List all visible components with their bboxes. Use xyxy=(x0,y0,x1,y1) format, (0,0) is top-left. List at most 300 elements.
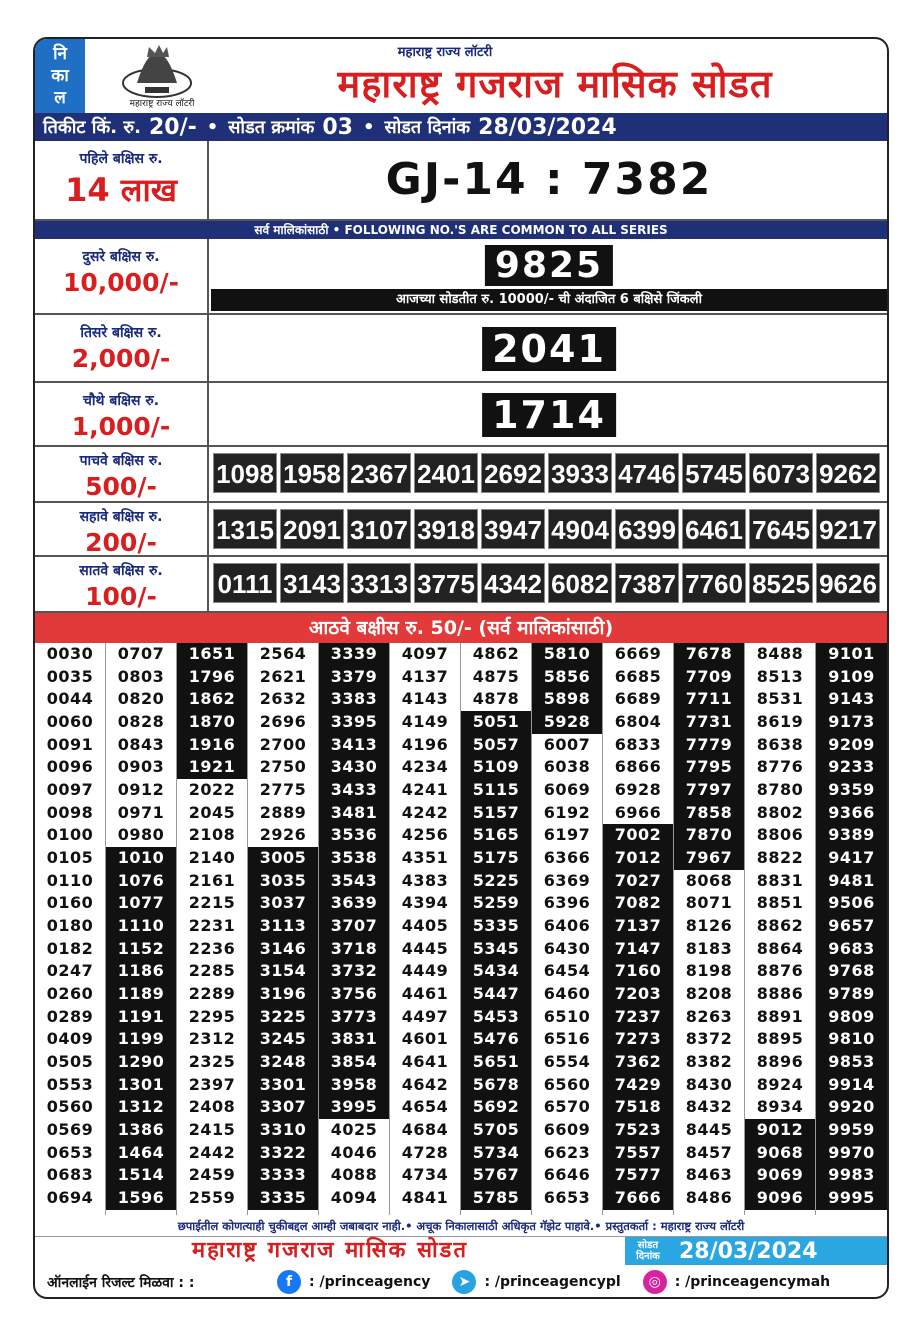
eighth-prize-number: 2312 xyxy=(188,1029,236,1049)
eighth-prize-number: 9233 xyxy=(816,756,887,779)
page-title: महाराष्ट्र गजराज मासिक सोडत xyxy=(337,62,773,106)
prize-number-box: 1958 xyxy=(280,453,344,493)
eighth-prize-number: 9366 xyxy=(816,802,887,825)
eighth-prize-number: 8531 xyxy=(756,689,804,709)
eighth-prize-number: 8776 xyxy=(756,757,804,777)
prize-number-box: 9626 xyxy=(816,563,880,603)
eighth-prize-number: 5157 xyxy=(461,802,531,825)
eighth-prize-number: 1152 xyxy=(106,938,176,961)
eighth-prize-number: 1386 xyxy=(106,1119,176,1142)
prize-number-box: 7760 xyxy=(682,563,746,603)
draw-info-bar xyxy=(35,113,887,141)
eighth-prize-number: 5115 xyxy=(461,779,531,802)
eighth-prize-number: 3322 xyxy=(248,1142,318,1165)
eighth-prize-number: 7027 xyxy=(603,870,673,893)
prize-number-box: 7387 xyxy=(615,563,679,603)
eighth-prize-number: 1921 xyxy=(177,756,247,779)
eighth-prize-number: 7795 xyxy=(674,756,744,779)
prize-number-box: 6461 xyxy=(682,509,746,549)
eighth-prize-number: 0683 xyxy=(46,1165,94,1185)
prize-number-box: 3775 xyxy=(414,563,478,603)
eighth-prize-number: 2415 xyxy=(188,1120,236,1140)
eighth-prize-number: 7858 xyxy=(674,802,744,825)
prize-number-box: 6073 xyxy=(749,453,813,493)
sixth-prize-amount: 200/- xyxy=(85,528,157,557)
eighth-prize-number: 1290 xyxy=(106,1051,176,1074)
eighth-prize-number: 1199 xyxy=(106,1028,176,1051)
prize-number-box: 3918 xyxy=(414,509,478,549)
eighth-prize-number: 5345 xyxy=(461,938,531,961)
sixth-prize-label-cell xyxy=(35,503,209,555)
eighth-prize-number: 3536 xyxy=(319,824,389,847)
eighth-prize-number: 6833 xyxy=(614,734,662,754)
eighth-prize-number: 4601 xyxy=(401,1029,449,1049)
eighth-prize-number: 4383 xyxy=(401,870,449,890)
eighth-prize-number: 8864 xyxy=(756,938,804,958)
eighth-prize-column xyxy=(603,643,674,1215)
second-prize-amount: 10,000/- xyxy=(63,268,179,297)
eighth-prize-number: 8896 xyxy=(756,1052,804,1072)
separator-dot: • xyxy=(362,116,375,138)
eighth-prize-number: 0912 xyxy=(117,780,165,800)
eighth-prize-number: 6653 xyxy=(543,1188,591,1208)
eighth-prize-number: 3245 xyxy=(248,1028,318,1051)
result-badge xyxy=(35,39,85,113)
eighth-prize-column xyxy=(248,643,319,1215)
prize-number-box: 2692 xyxy=(481,453,545,493)
eighth-prize-number: 3831 xyxy=(319,1028,389,1051)
eighth-prize-number: 6454 xyxy=(543,961,591,981)
eighth-prize-number: 3543 xyxy=(319,870,389,893)
footer-date-label xyxy=(625,1240,671,1262)
sixth-prize-label: सहावे बक्षिस रु. xyxy=(79,509,163,525)
eighth-prize-number: 3639 xyxy=(319,892,389,915)
eighth-prize-number: 3005 xyxy=(248,847,318,870)
header xyxy=(35,39,887,113)
eighth-prize-number: 4445 xyxy=(401,938,449,958)
eighth-prize-number: 4143 xyxy=(401,689,449,709)
draw-date: 28/03/2024 xyxy=(478,114,617,140)
eighth-prize-column xyxy=(390,643,461,1215)
common-series-note: सर्व मालिकांसाठी • FOLLOWING NO.'S ARE COMMON TO ALL SERIES xyxy=(35,221,887,239)
eighth-prize-number: 2775 xyxy=(259,780,307,800)
eighth-prize-number: 9096 xyxy=(745,1187,815,1210)
eighth-prize-number: 9768 xyxy=(816,960,887,983)
eighth-prize-number: 4875 xyxy=(472,666,520,686)
eighth-prize-number: 3854 xyxy=(319,1051,389,1074)
eighth-prize-number: 6192 xyxy=(543,802,591,822)
eighth-prize-number: 2285 xyxy=(188,961,236,981)
eighth-prize-number: 6669 xyxy=(614,644,662,663)
first-prize-content xyxy=(211,141,887,219)
eighth-prize-number: 2161 xyxy=(188,870,236,890)
eighth-prize-number: 3196 xyxy=(248,983,318,1006)
eighth-prize-number: 8432 xyxy=(685,1097,733,1117)
eighth-prize-number: 2700 xyxy=(259,734,307,754)
eighth-prize-number: 0097 xyxy=(46,780,94,800)
prize-number-box: 1098 xyxy=(213,453,277,493)
eighth-prize-number: 7002 xyxy=(603,824,673,847)
eighth-prize-number: 4734 xyxy=(401,1165,449,1185)
eighth-prize-number: 2022 xyxy=(188,780,236,800)
eighth-prize-number: 3773 xyxy=(319,1006,389,1029)
eighth-prize-column xyxy=(35,643,106,1215)
eighth-prize-number: 4461 xyxy=(401,984,449,1004)
eighth-prize-number: 3707 xyxy=(319,915,389,938)
eighth-prize-column xyxy=(816,643,887,1215)
draw-number-label: सोडत क्रमांक xyxy=(228,117,315,138)
eighth-prize-number: 2750 xyxy=(259,757,307,777)
telegram-link[interactable] xyxy=(452,1270,620,1294)
eighth-prize-number: 7678 xyxy=(674,643,744,666)
eighth-prize-number: 6007 xyxy=(543,734,591,754)
eighth-prize-number: 9068 xyxy=(745,1142,815,1165)
eighth-prize-number: 9809 xyxy=(816,1006,887,1029)
eighth-prize-number: 5109 xyxy=(461,756,531,779)
second-prize-note: आजच्या सोडतीत रु. 10000/- ची अंदाजित 6 बक्षिसे जिंकली xyxy=(211,289,887,311)
eighth-prize-number: 7518 xyxy=(603,1096,673,1119)
third-prize-content xyxy=(211,315,887,381)
eighth-prize-number: 8198 xyxy=(685,961,733,981)
eighth-prize-number: 2236 xyxy=(188,938,236,958)
eighth-prize-number: 4137 xyxy=(401,666,449,686)
eighth-prize-number: 2564 xyxy=(259,644,307,663)
eighth-prize-number: 8488 xyxy=(756,644,804,663)
eighth-prize-number: 0828 xyxy=(117,712,165,732)
prize-number-box: 2367 xyxy=(347,453,411,493)
eighth-prize-number: 8183 xyxy=(685,938,733,958)
eighth-prize-number: 8638 xyxy=(756,734,804,754)
eighth-prize-number: 9914 xyxy=(816,1074,887,1097)
eighth-prize-number: 8372 xyxy=(685,1029,733,1049)
eighth-prize-number: 9143 xyxy=(816,688,887,711)
eighth-prize-number: 1796 xyxy=(177,666,247,689)
eighth-prize-number: 8068 xyxy=(685,870,733,890)
fourth-prize-label-cell xyxy=(35,383,209,445)
first-prize-label: पहिले बक्षिस रु. xyxy=(79,151,163,167)
first-prize-number: GJ-14 : 7382 xyxy=(385,154,713,205)
eighth-prize-number: 5767 xyxy=(461,1164,531,1187)
eighth-prize-column xyxy=(177,643,248,1215)
eighth-prize-number: 6197 xyxy=(543,825,591,845)
eighth-prize-number: 0553 xyxy=(46,1074,94,1094)
sixth-prize-row xyxy=(35,503,887,557)
eighth-prize-column xyxy=(461,643,532,1215)
seventh-prize-content xyxy=(211,557,887,611)
third-prize-row xyxy=(35,315,887,383)
eighth-prize-number: 3335 xyxy=(248,1187,318,1210)
eighth-prize-number: 3379 xyxy=(319,666,389,689)
eighth-prize-number: 6804 xyxy=(614,712,662,732)
first-prize-row xyxy=(35,141,887,221)
eighth-prize-number: 2231 xyxy=(188,916,236,936)
eighth-prize-number: 4094 xyxy=(330,1188,378,1208)
eighth-prize-number: 7012 xyxy=(603,847,673,870)
eighth-prize-grid xyxy=(35,643,887,1215)
eighth-prize-number: 9920 xyxy=(816,1096,887,1119)
eighth-prize-number: 8486 xyxy=(685,1188,733,1208)
prize-number-box: 6082 xyxy=(548,563,612,603)
eighth-prize-column xyxy=(532,643,603,1215)
eighth-prize-number: 4025 xyxy=(330,1120,378,1140)
eighth-prize-number: 6396 xyxy=(543,893,591,913)
eighth-prize-number: 1110 xyxy=(106,915,176,938)
eighth-prize-number: 0820 xyxy=(117,689,165,709)
eighth-prize-number: 4862 xyxy=(472,644,520,663)
eighth-prize-number: 8513 xyxy=(756,666,804,686)
eighth-prize-number: 3339 xyxy=(319,643,389,666)
eighth-prize-header: आठवे बक्षीस रु. 50/- (सर्व मालिकांसाठी) xyxy=(35,613,887,643)
eighth-prize-number: 5692 xyxy=(461,1096,531,1119)
fifth-prize-amount: 500/- xyxy=(85,472,157,501)
eighth-prize-number: 5447 xyxy=(461,983,531,1006)
eighth-prize-number: 1186 xyxy=(106,960,176,983)
eighth-prize-column xyxy=(106,643,177,1215)
eighth-prize-number: 0247 xyxy=(46,961,94,981)
eighth-prize-number: 1862 xyxy=(177,688,247,711)
eighth-prize-number: 7082 xyxy=(603,892,673,915)
eighth-prize-number: 8886 xyxy=(756,984,804,1004)
eighth-prize-number: 0707 xyxy=(117,644,165,663)
prize-number-box: 4342 xyxy=(481,563,545,603)
eighth-prize-number: 7523 xyxy=(603,1119,673,1142)
eighth-prize-number: 4242 xyxy=(401,802,449,822)
eighth-prize-number: 0110 xyxy=(46,870,94,890)
eighth-prize-number: 6928 xyxy=(614,780,662,800)
eighth-prize-number: 0803 xyxy=(117,666,165,686)
eighth-prize-number: 6366 xyxy=(543,848,591,868)
prize-number-box: 8525 xyxy=(749,563,813,603)
third-prize-number: 2041 xyxy=(482,327,616,371)
eighth-prize-number: 8891 xyxy=(756,1006,804,1026)
eighth-prize-number: 6038 xyxy=(543,757,591,777)
footer-date: 28/03/2024 xyxy=(679,1238,818,1264)
fifth-prize-label-cell xyxy=(35,447,209,501)
eighth-prize-number: 4394 xyxy=(401,893,449,913)
eighth-prize-number: 7203 xyxy=(603,983,673,1006)
eighth-prize-number: 9789 xyxy=(816,983,887,1006)
eighth-prize-number: 6966 xyxy=(614,802,662,822)
eighth-prize-number: 7273 xyxy=(603,1028,673,1051)
eighth-prize-number: 0044 xyxy=(46,689,94,709)
eighth-prize-number: 6510 xyxy=(543,1006,591,1026)
eighth-prize-number: 5453 xyxy=(461,1006,531,1029)
eighth-prize-number: 5705 xyxy=(461,1119,531,1142)
eighth-prize-number: 6430 xyxy=(543,938,591,958)
eighth-prize-number: 9173 xyxy=(816,711,887,734)
facebook-link[interactable] xyxy=(277,1270,430,1294)
eighth-prize-number: 2632 xyxy=(259,689,307,709)
second-prize-content xyxy=(211,239,887,313)
prize-number-box: 0111 xyxy=(213,563,277,603)
eighth-prize-number: 2325 xyxy=(188,1052,236,1072)
eighth-prize-number: 0653 xyxy=(46,1142,94,1162)
draw-number: 03 xyxy=(322,114,353,140)
eighth-prize-number: 3301 xyxy=(248,1074,318,1097)
prize-number-box: 3313 xyxy=(347,563,411,603)
seventh-prize-label: सातवे बक्षिस रु. xyxy=(79,563,163,579)
eighth-prize-number: 5225 xyxy=(461,870,531,893)
eighth-prize-number: 3430 xyxy=(319,756,389,779)
eighth-prize-number: 7779 xyxy=(674,734,744,757)
eighth-prize-number: 2289 xyxy=(188,984,236,1004)
eighth-prize-number: 6623 xyxy=(543,1142,591,1162)
eighth-prize-number: 3383 xyxy=(319,688,389,711)
fourth-prize-row xyxy=(35,383,887,447)
eighth-prize-number: 6069 xyxy=(543,780,591,800)
eighth-prize-number: 6866 xyxy=(614,757,662,777)
prize-number-box: 7645 xyxy=(749,509,813,549)
sixth-prize-numbers xyxy=(213,509,880,549)
logo-caption: महाराष्ट्र राज्य लॉटरी xyxy=(129,99,195,109)
eighth-prize-number: 2140 xyxy=(188,848,236,868)
eighth-prize-number: 5259 xyxy=(461,892,531,915)
instagram-link[interactable] xyxy=(643,1270,830,1294)
eighth-prize-number: 0569 xyxy=(46,1120,94,1140)
facebook-handle: : /princeagency xyxy=(309,1274,431,1290)
eighth-prize-number: 4642 xyxy=(401,1074,449,1094)
eighth-prize-number: 4841 xyxy=(401,1188,449,1208)
eighth-prize-number: 4728 xyxy=(401,1142,449,1162)
eighth-prize-number: 3310 xyxy=(248,1119,318,1142)
eighth-prize-number: 5810 xyxy=(532,643,602,666)
eighth-prize-number: 9012 xyxy=(745,1119,815,1142)
eighth-prize-number: 0560 xyxy=(46,1097,94,1117)
eighth-prize-number: 4405 xyxy=(401,916,449,936)
prize-number-box: 3107 xyxy=(347,509,411,549)
eighth-prize-number: 7362 xyxy=(603,1051,673,1074)
eighth-prize-column xyxy=(745,643,816,1215)
eighth-prize-number: 8924 xyxy=(756,1074,804,1094)
third-prize-label-cell xyxy=(35,315,209,381)
eighth-prize-number: 8806 xyxy=(756,825,804,845)
eighth-prize-number: 2397 xyxy=(188,1074,236,1094)
eighth-prize-number: 9657 xyxy=(816,915,887,938)
seventh-prize-numbers xyxy=(213,563,880,603)
prize-number-box: 2401 xyxy=(414,453,478,493)
eighth-prize-number: 3146 xyxy=(248,938,318,961)
eighth-prize-number: 2621 xyxy=(259,666,307,686)
lottery-result-sheet xyxy=(33,37,889,1299)
eighth-prize-number: 8831 xyxy=(756,870,804,890)
prize-number-box: 4904 xyxy=(548,509,612,549)
first-prize-amount: 14 लाख xyxy=(65,171,177,209)
eighth-prize-number: 1651 xyxy=(177,643,247,666)
eighth-prize-number: 0980 xyxy=(117,825,165,845)
eighth-prize-number: 7709 xyxy=(674,666,744,689)
eighth-prize-number: 8851 xyxy=(756,893,804,913)
eighth-prize-number: 0182 xyxy=(46,938,94,958)
eighth-prize-number: 0035 xyxy=(46,666,94,686)
eighth-prize-number: 3413 xyxy=(319,734,389,757)
eighth-prize-number: 8430 xyxy=(685,1074,733,1094)
eighth-prize-number: 8382 xyxy=(685,1052,733,1072)
eighth-prize-number: 0971 xyxy=(117,802,165,822)
fifth-prize-numbers xyxy=(213,453,880,493)
footer-date-label-line-2: दिनांक xyxy=(636,1251,660,1262)
eighth-prize-number: 7797 xyxy=(674,779,744,802)
eighth-prize-number: 3035 xyxy=(248,870,318,893)
eighth-prize-number: 8619 xyxy=(756,712,804,732)
eighth-prize-number: 0100 xyxy=(46,825,94,845)
prize-number-box: 5745 xyxy=(682,453,746,493)
eighth-prize-number: 7870 xyxy=(674,824,744,847)
prize-number-box: 9262 xyxy=(816,453,880,493)
eighth-prize-number: 7577 xyxy=(603,1164,673,1187)
eighth-prize-number: 8263 xyxy=(685,1006,733,1026)
eighth-prize-number: 7237 xyxy=(603,1006,673,1029)
telegram-handle: : /princeagencypl xyxy=(484,1274,621,1290)
telegram-icon: ➤ xyxy=(452,1270,476,1294)
ticket-price: 20/- xyxy=(148,114,197,140)
eighth-prize-number: 0096 xyxy=(46,757,94,777)
seventh-prize-label-cell xyxy=(35,557,209,611)
eighth-prize-number: 1596 xyxy=(106,1187,176,1210)
eighth-prize-number: 4351 xyxy=(401,848,449,868)
eighth-prize-number: 2408 xyxy=(188,1097,236,1117)
eighth-prize-number: 7967 xyxy=(674,847,744,870)
eighth-prize-number: 3225 xyxy=(248,1006,318,1029)
eighth-prize-number: 5856 xyxy=(532,666,602,689)
instagram-icon: ◎ xyxy=(643,1270,667,1294)
eighth-prize-number: 9853 xyxy=(816,1051,887,1074)
eighth-prize-number: 9417 xyxy=(816,847,887,870)
eighth-prize-number: 1870 xyxy=(177,711,247,734)
eighth-prize-number: 3538 xyxy=(319,847,389,870)
eighth-prize-number: 4046 xyxy=(330,1142,378,1162)
draw-date-label: सोडत दिनांक xyxy=(384,117,471,138)
fifth-prize-row xyxy=(35,447,887,503)
eighth-prize-number: 0409 xyxy=(46,1029,94,1049)
third-prize-label: तिसरे बक्षिस रु. xyxy=(80,325,162,341)
eighth-prize-number: 4241 xyxy=(401,780,449,800)
footer-title: महाराष्ट्र गजराज मासिक सोडत xyxy=(192,1238,468,1263)
eighth-prize-number: 2926 xyxy=(259,825,307,845)
eighth-prize-number: 3037 xyxy=(248,892,318,915)
eighth-prize-number: 5165 xyxy=(461,824,531,847)
fifth-prize-content xyxy=(211,447,887,501)
eighth-prize-number: 0160 xyxy=(46,893,94,913)
eighth-prize-number: 5785 xyxy=(461,1187,531,1210)
eighth-prize-number: 7429 xyxy=(603,1074,673,1097)
eighth-prize-number: 1189 xyxy=(106,983,176,1006)
fifth-prize-label: पाचवे बक्षिस रु. xyxy=(79,453,163,469)
eighth-prize-number: 5434 xyxy=(461,960,531,983)
eighth-prize-number: 8445 xyxy=(685,1120,733,1140)
eighth-prize-number: 0843 xyxy=(117,734,165,754)
result-badge-line-3: ल xyxy=(54,88,66,108)
eighth-prize-number: 7557 xyxy=(603,1142,673,1165)
eighth-prize-number: 1312 xyxy=(106,1096,176,1119)
eighth-prize-number: 6460 xyxy=(543,984,591,1004)
eighth-prize-number: 0105 xyxy=(46,848,94,868)
second-prize-label: दुसरे बक्षिस रु. xyxy=(82,249,160,265)
eighth-prize-number: 6369 xyxy=(543,870,591,890)
social-label: ऑनलाईन रिजल्ट मिळवा : : xyxy=(47,1274,195,1291)
eighth-prize-number: 2696 xyxy=(259,712,307,732)
eighth-prize-number: 4149 xyxy=(401,712,449,732)
eighth-prize-number: 6554 xyxy=(543,1052,591,1072)
prize-number-box: 6399 xyxy=(615,509,679,549)
instagram-handle: : /princeagencymah xyxy=(674,1274,831,1290)
second-prize-number: 9825 xyxy=(485,245,613,286)
eighth-prize-number: 9109 xyxy=(816,666,887,689)
eighth-prize-number: 4684 xyxy=(401,1120,449,1140)
separator-dot: • xyxy=(206,116,219,138)
fourth-prize-amount: 1,000/- xyxy=(71,412,171,441)
eighth-prize-number: 0098 xyxy=(46,802,94,822)
eighth-prize-number: 9389 xyxy=(816,824,887,847)
